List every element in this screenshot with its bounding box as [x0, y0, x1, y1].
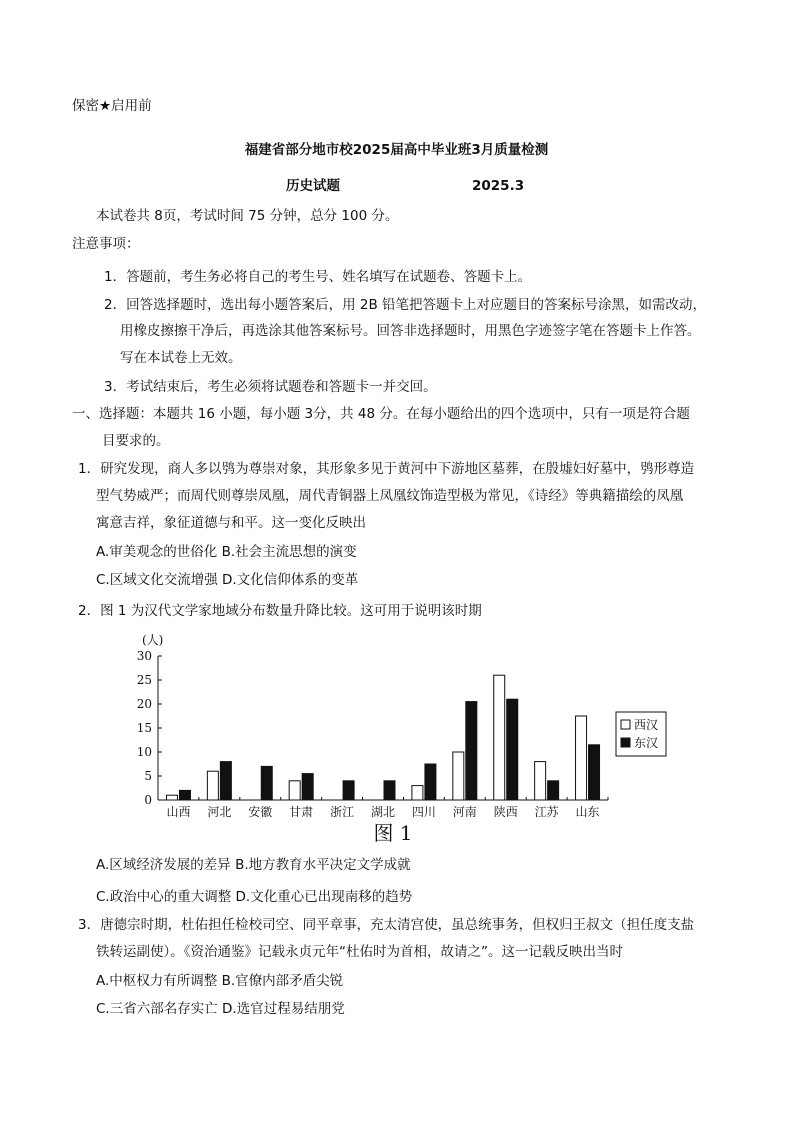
- bar-东汉-四川: [425, 764, 436, 800]
- y-tick-label: 30: [136, 649, 152, 663]
- bar-东汉-湖北: [384, 781, 395, 800]
- bar-西汉-陕西: [494, 675, 505, 800]
- bar-西汉-山西: [166, 795, 177, 800]
- chart-legend: [616, 712, 666, 756]
- notice-item-2-line-2: 用橡皮擦擦干净后，再选涂其他答案标号。回答非选择题时，用黑色字迹签字笔在答题卡上作答。: [120, 323, 701, 339]
- question-1-line-3: 寓意吉祥，象征道德与和平。这一变化反映出: [96, 515, 366, 531]
- question-1-line-1: 1．研究发现，商人多以鸮为尊崇对象，其形象多见于黄河中下游地区墓葬，在殷墟妇好墓中，鸮形尊造: [78, 461, 695, 477]
- question-2-stem: 2．图 1 为汉代文学家地域分布数量升降比较。这可用于说明该时期: [78, 603, 482, 619]
- x-tick-label: 江苏: [534, 805, 559, 819]
- bar-西汉-江苏: [535, 762, 546, 800]
- bar-东汉-浙江: [343, 781, 354, 800]
- legend-swatch-东汉: [621, 738, 630, 747]
- x-tick-label: 山东: [575, 805, 600, 819]
- question-3-line-2: 铁转运副使）。《资治通鉴》记载永贞元年“杜佑时为首相，故请之”。这一记载反映出当时: [96, 944, 623, 960]
- y-tick-label: 15: [136, 721, 152, 735]
- y-tick-label: 0: [144, 793, 152, 807]
- legend-label-西汉: 西汉: [634, 718, 659, 732]
- notice-heading: 注意事项：: [72, 236, 140, 252]
- exam-date: 2025.3: [472, 178, 525, 194]
- question-1-options-cd: C.区域文化交流增强 D.文化信仰体系的变革: [96, 572, 359, 588]
- legend-label-东汉: 东汉: [634, 736, 659, 750]
- legend-swatch-西汉: [621, 720, 630, 729]
- chart-bars: [166, 675, 599, 800]
- x-tick-label: 甘肃: [289, 805, 314, 819]
- subject-title: 历史试题: [286, 178, 340, 194]
- bar-西汉-四川: [412, 786, 423, 800]
- y-axis-unit-label: (人): [142, 633, 164, 647]
- figure-caption: 图 1: [373, 821, 413, 845]
- section-heading-line-2: 目要求的。: [102, 433, 170, 449]
- bar-东汉-甘肃: [302, 774, 313, 800]
- x-tick-label: 浙江: [330, 805, 355, 819]
- notice-item-2-line-1: 2．回答选择题时，选出每小题答案后，用 2B 铅笔把答题卡上对应题目的答案标号涂黑，如需改动，: [104, 297, 707, 313]
- bar-东汉-河南: [466, 702, 477, 800]
- bar-西汉-山东: [576, 716, 587, 800]
- bar-西汉-河南: [453, 752, 464, 800]
- bar-东汉-河北: [220, 762, 231, 800]
- question-3-options-ab: A.中枢权力有所调整 B.官僚内部矛盾尖锐: [96, 973, 344, 989]
- bar-西汉-甘肃: [289, 781, 300, 800]
- exam-title: 福建省部分地市校2025届高中毕业班3月质量检测: [244, 142, 549, 158]
- x-tick-label: 湖北: [370, 805, 396, 819]
- notice-item-1: 1．答题前，考生务必将自己的考生号、姓名填写在试题卷、答题卡上。: [104, 269, 532, 285]
- x-tick-label: 安徽: [248, 805, 273, 819]
- question-2-options-ab: A.区域经济发展的差异 B.地方教育水平决定文学成就: [96, 857, 411, 873]
- x-tick-label: 山西: [166, 805, 191, 819]
- question-1-options-ab: A.审美观念的世俗化 B.社会主流思想的演变: [96, 544, 357, 560]
- question-1-line-2: 型气势威严；而周代则尊崇凤凰，周代青铜器上凤凰纹饰造型极为常见，《诗经》等典籍描绘的凤凰: [96, 488, 684, 504]
- bar-东汉-山西: [179, 790, 190, 800]
- chart-labels: [137, 633, 600, 845]
- bar-东汉-陕西: [507, 699, 518, 800]
- figure-1-bar-chart: [120, 626, 659, 854]
- y-tick-label: 20: [136, 697, 152, 711]
- y-tick-label: 5: [144, 769, 152, 783]
- notice-item-3: 3．考试结束后，考生必须将试题卷和答题卡一并交回。: [104, 379, 437, 395]
- x-tick-label: 四川: [411, 805, 436, 819]
- intro-text: 本试卷共 8页，考试时间 75 分钟，总分 100 分。: [96, 208, 399, 224]
- x-tick-label: 河南: [452, 805, 477, 819]
- secrecy-label: 保密★启用前: [72, 98, 152, 114]
- question-3-options-cd: C.三省六部名存实亡 D.选官过程易结朋党: [96, 1001, 345, 1017]
- notice-item-2-line-3: 写在本试卷上无效。: [120, 350, 242, 366]
- section-heading-line-1: 一、选择题：本题共 16 小题，每小题 3分，共 48 分。在每小题给出的四个选项中，只有一项是符合题: [72, 406, 690, 422]
- bar-东汉-山东: [589, 745, 600, 800]
- y-tick-label: 25: [136, 673, 152, 687]
- question-3-line-1: 3．唐德宗时期，杜佑担任检校司空、同平章事，充太清宫使，虽总统事务，但权归王叔文（担任度支盐: [78, 917, 695, 933]
- bar-西汉-河北: [207, 771, 218, 800]
- question-2-options-cd: C.政治中心的重大调整 D.文化重心已出现南移的趋势: [96, 889, 413, 905]
- bar-东汉-江苏: [548, 781, 559, 800]
- x-tick-label: 陕西: [493, 805, 518, 819]
- y-tick-label: 10: [136, 745, 152, 759]
- x-tick-label: 河北: [207, 805, 232, 819]
- bar-东汉-安徽: [261, 766, 272, 800]
